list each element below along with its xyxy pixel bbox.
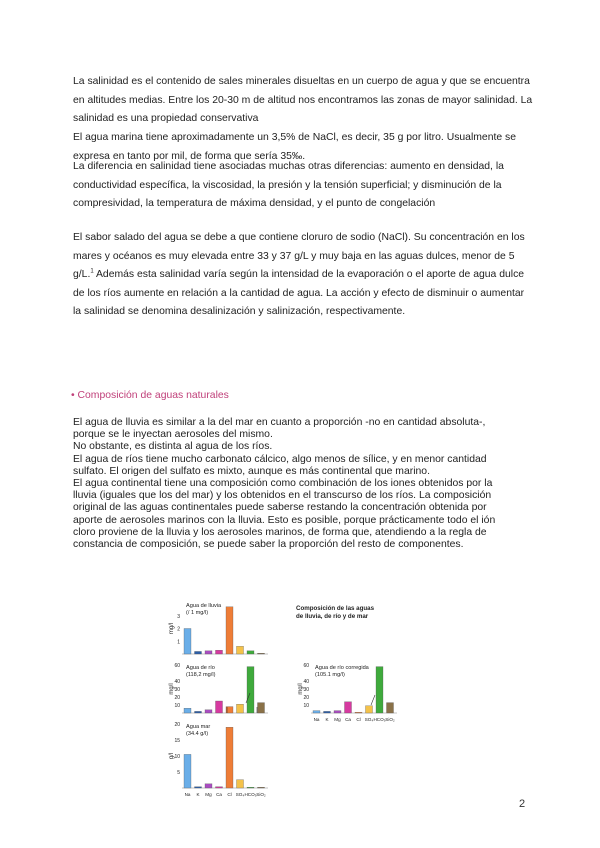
panel-label: Agua de lluvia xyxy=(186,603,222,609)
x-tick-label: K xyxy=(196,792,200,797)
bar-rio-Mg xyxy=(205,710,212,713)
y-tick-label: 15 xyxy=(174,738,180,744)
text-line: porque se le inyectan aerosoles del mismo. xyxy=(73,429,273,441)
text-line: No obstante, es distinta al agua de los ríos. xyxy=(73,441,273,453)
y-tick-label: 10 xyxy=(174,703,180,709)
panel-label: (105.1 mg/l) xyxy=(315,672,345,678)
panel-label: (118,2 mg/l) xyxy=(186,672,216,678)
x-tick-label: Na xyxy=(184,792,191,797)
x-tick-label: Cl xyxy=(356,717,361,722)
bar-rio-K xyxy=(195,711,202,713)
annotation-arrow xyxy=(371,695,375,705)
y-tick-label: 10 xyxy=(174,754,180,760)
y-tick-label: 5 xyxy=(177,770,180,776)
bar-lluvia-Ca xyxy=(216,650,223,654)
y-tick-label: 20 xyxy=(303,695,309,701)
chart-title-line: de lluvia, de río y de mar xyxy=(296,613,369,620)
bar-mar-SO4 xyxy=(237,780,244,788)
panel-label: (/ 1 mg/l) xyxy=(186,610,209,616)
x-tick-label: HCO₃ xyxy=(244,792,257,797)
bar-rio-corregida-Cl xyxy=(355,712,362,713)
bar-lluvia-SiO2 xyxy=(258,653,265,654)
x-tick-label: SiO₂ xyxy=(256,792,266,797)
y-axis-label: mg/l xyxy=(169,622,175,635)
panel-label: (34.4 g/l) xyxy=(186,731,209,737)
paragraph-salty-taste xyxy=(73,229,533,322)
y-tick-label: 20 xyxy=(174,722,180,728)
y-tick-label: 1 xyxy=(177,639,180,646)
bar-rio-corregida-SiO2 xyxy=(387,703,394,713)
bar-lluvia-Na xyxy=(184,629,191,655)
section-title: • Composición de aguas naturales xyxy=(71,390,229,401)
paragraph-seawater-nacl: El agua marina tiene aproximadamente un 3,5% de NaCl, es decir, 35 g por litro. Usualmente se expresa en tanto por mil, de forma que sería 35‰. xyxy=(73,132,516,162)
x-tick-label: Mg xyxy=(205,792,212,797)
text-line: El agua continental tiene una composición como combinación de los iones obtenidos por la xyxy=(73,478,493,490)
text-line: original de las aguas continentales puede saberse restando la concentración obtenida por xyxy=(73,502,487,514)
bar-lluvia-HCO3 xyxy=(247,651,254,654)
bar-lluvia-K xyxy=(195,651,202,654)
bar-mar-SiO2 xyxy=(258,787,265,788)
bar-mar-K xyxy=(195,787,202,788)
text-line: sulfato. El origen del sulfato es mixto, aunque es más continental que marino. xyxy=(73,465,430,477)
x-tick-label: SO₄ xyxy=(235,792,245,797)
bar-rio-HCO3 xyxy=(247,667,254,713)
x-tick-label: Ca xyxy=(216,792,222,797)
paragraph-natural-waters xyxy=(73,417,533,551)
y-tick-label: 30 xyxy=(174,687,180,693)
panel-label: Agua mar xyxy=(186,724,211,730)
bar-rio-Ca xyxy=(216,701,223,713)
bar-rio-SiO2 xyxy=(258,703,265,713)
salty-taste-text-2: Además esta salinidad varía según la intensidad de la evaporación o el aporte de agua dulce de los ríos aumente en relación a la cantidad de agua. La acción y efecto de disminuir o aumentar la salinidad se denomina desalinización y salinización, respectivamente. xyxy=(73,269,525,318)
text-line: lluvia (iguales que los del mar) y los obtenidos en el transcurso de los ríos. La composición xyxy=(73,490,492,502)
x-tick-label: Mg xyxy=(334,717,341,722)
bar-mar-Mg xyxy=(205,784,212,788)
bar-mar-Cl xyxy=(226,727,233,788)
text-line: constancia de composición, se puede saber la proporción del resto de componentes. xyxy=(73,539,464,551)
bar-mar-Ca xyxy=(216,787,223,788)
water-composition-figure xyxy=(166,589,436,805)
page-number: 2 xyxy=(519,798,526,810)
x-tick-label: K xyxy=(325,717,329,722)
panel-label: Agua de río corregida xyxy=(315,665,369,671)
text-line: aporte de aerosoles marinos con la lluvia. Esto es posible, porque prácticamente todo el ión xyxy=(73,514,496,526)
bar-rio-Na xyxy=(184,708,191,713)
paragraph-salinity-differences: La diferencia en salinidad tiene asociadas muchas otras diferencias: aumento en densidad, la conductividad específica, la viscosidad, la presión y la tensión superficial; y disminución de la compresividad, la temperatura de máxima densidad, y el punto de congelación xyxy=(73,161,504,210)
bar-lluvia-Mg xyxy=(205,651,212,654)
bar-lluvia-SO4 xyxy=(237,646,244,654)
salty-taste-text-1: El sabor salado del agua se debe a que contiene cloruro de sodio (NaCl). Su concentración en los mares y océanos es muy elevada entre 33 y 37 g/L y muy baja en las aguas dulces, menor de 5 g/L. xyxy=(73,232,525,281)
panel-label: Agua de río xyxy=(186,665,215,671)
y-axis-label: mg/l xyxy=(169,683,175,695)
bar-rio-corregida-HCO3 xyxy=(376,667,383,713)
bar-lluvia-Cl xyxy=(226,607,233,654)
bar-mar-HCO3 xyxy=(247,787,254,788)
bar-mar-Na xyxy=(184,754,191,788)
y-tick-label: 10 xyxy=(303,703,309,709)
x-tick-label: SiO₂ xyxy=(385,717,395,722)
chart-title-line: Composición de las aguas xyxy=(296,605,375,612)
paragraph-salinity-definition: La salinidad es el contenido de sales minerales disueltas en un cuerpo de agua y que se encuentra en altitudes medias. Entre los 20-30 m de altitud nos encontramos las zonas de mayor salinidad. La salinidad es una propiedad conservativa xyxy=(73,76,533,125)
text-line: El agua de ríos tiene mucho carbonato cálcico, algo menos de sílice, y en menor cantidad xyxy=(73,453,487,465)
bar-rio-SO4 xyxy=(237,704,244,713)
y-tick-label: 40 xyxy=(303,679,309,685)
x-tick-label: Cl xyxy=(227,792,232,797)
y-tick-label: 2 xyxy=(177,626,180,633)
y-axis-label: g/l xyxy=(169,752,175,760)
x-tick-label: Na xyxy=(313,717,320,722)
bar-rio-corregida-Ca xyxy=(345,702,352,713)
y-tick-label: 30 xyxy=(303,687,309,693)
x-tick-label: SO₄ xyxy=(364,717,374,722)
x-tick-label: Ca xyxy=(345,717,351,722)
bar-rio-corregida-Na xyxy=(313,711,320,713)
y-tick-label: 3 xyxy=(177,613,180,620)
bar-rio-corregida-Mg xyxy=(334,711,341,713)
x-tick-label: HCO₃ xyxy=(373,717,386,722)
y-axis-label: mg/l xyxy=(298,683,304,695)
footnote-ref: 1 xyxy=(90,268,94,275)
y-tick-label: 60 xyxy=(303,663,309,669)
y-tick-label: 20 xyxy=(174,695,180,701)
text-line: El agua de lluvia es similar a la del mar en cuanto a proporción -no en cantidad absoluta-, xyxy=(73,417,486,428)
y-tick-label: 40 xyxy=(174,679,180,685)
y-tick-label: 60 xyxy=(174,663,180,669)
bar-rio-corregida-K xyxy=(324,711,331,713)
text-line: cloro proviene de la lluvia y los aerosoles marinos, de forma que, atendiendo a la regla de xyxy=(73,526,487,538)
bar-rio-corregida-SO4 xyxy=(366,706,373,713)
